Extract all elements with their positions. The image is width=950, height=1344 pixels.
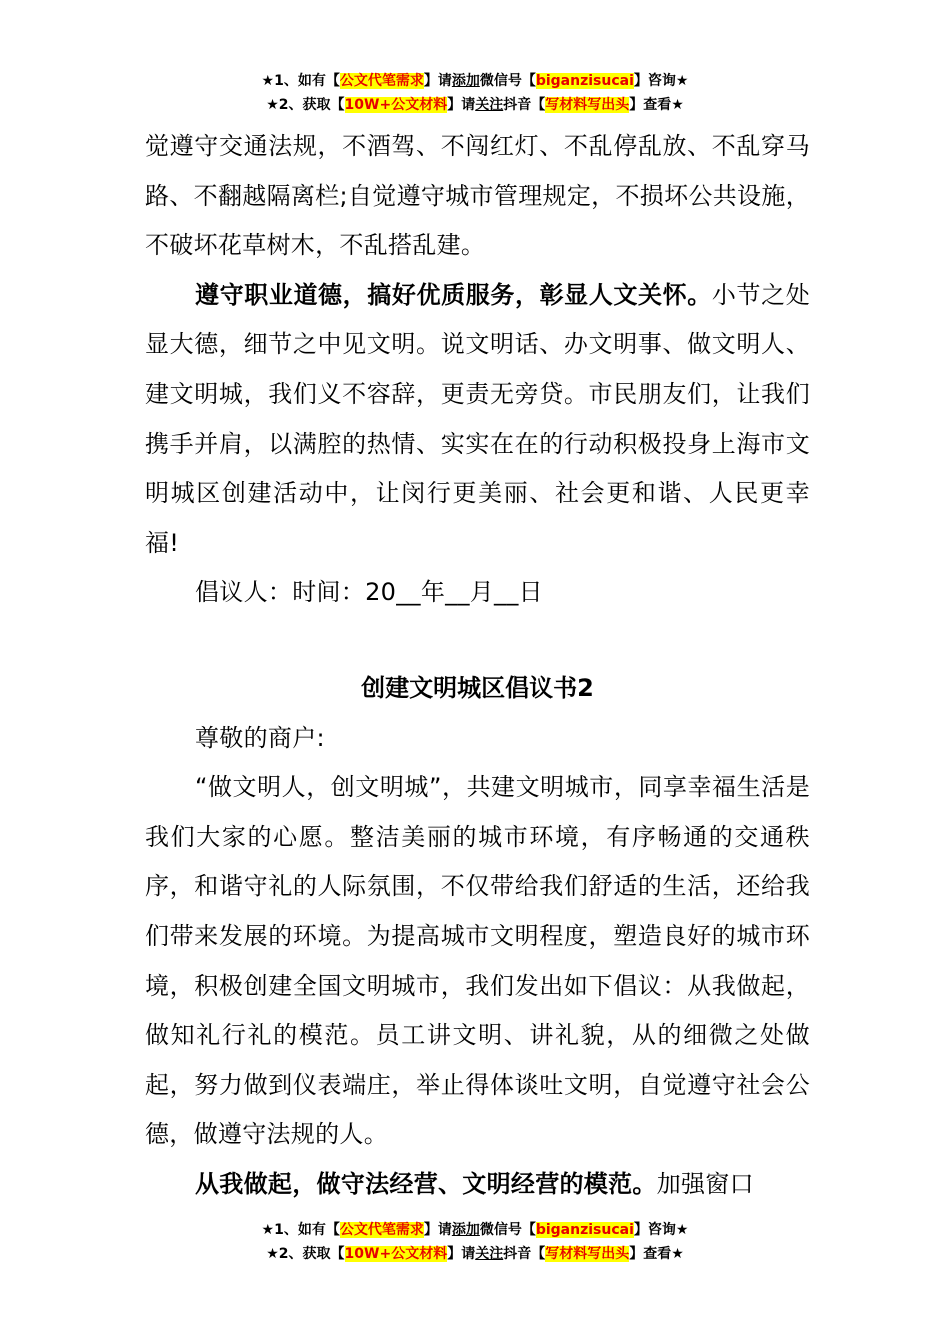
star-icon: ★ — [261, 1222, 275, 1238]
underline-add: 添加 — [451, 73, 480, 89]
highlight-materials: 10W+公文材料 — [344, 1246, 448, 1262]
header-banner — [0, 69, 950, 117]
star-icon: ★ — [266, 1246, 279, 1262]
paragraph-professional-ethics: 遵守职业道德，搞好优质服务，彰显人文关怀。小节之处显大德，细节之中见文明。说文明话、办文明事、做文明人、建文明城，我们义不容辞，更责无旁贷。市民朋友们，让我们携手并肩，以满腔的热情、实实在在的行动积极投身上海市文明城区创建活动中，让闵行更美丽、社会更和谐、人民更幸福! — [145, 280, 810, 557]
highlight-service: 公文代笔需求 — [339, 73, 424, 89]
banner-line-2: ★2、获取【10W+公文材料】请关注抖音【写材料写出头】查看★ — [266, 97, 684, 113]
document-body — [145, 122, 810, 1209]
highlight-wechat-id: biganzisucai — [535, 73, 634, 89]
document-title: 创建文明城区倡议书2 — [361, 673, 594, 702]
highlight-douyin: 写材料写出头 — [545, 1246, 630, 1262]
salutation: 尊敬的商户: — [195, 723, 325, 752]
highlight-wechat-id: biganzisucai — [535, 1222, 634, 1238]
paragraph-traffic-rules: 觉遵守交通法规，不酒驾、不闯红灯、不乱停乱放、不乱穿马路、不翻越隔离栏;自觉遵守城市管理规定，不损坏公共设施，不破坏花草树木，不乱搭乱建。 — [145, 132, 810, 260]
paragraph-proposal: “做文明人，创文明城”，共建文明城市，同享幸福生活是我们大家的心愿。整洁美丽的城市环境，有序畅通的交通秩序，和谐守礼的人际氛围，不仅带给我们舒适的生活，还给我们带来发展的环境。为提高城市文明程度，塑造良好的城市环境，积极创建全国文明城市，我们发出如下倡议：从我做起，做知礼行礼的模范。员工讲文明、讲礼貌，从的细微之处做起，努力做到仪表端庄，举止得体谈吐文明，自觉遵守社会公德，做遵守法规的人。 — [145, 773, 810, 1149]
star-icon: ★ — [261, 73, 275, 89]
banner-line-1: ★1、如有【公文代笔需求】请添加微信号【biganzisucai】咨询★ — [261, 1222, 689, 1238]
highlight-douyin: 写材料写出头 — [545, 97, 630, 113]
star-icon: ★ — [266, 97, 279, 113]
underline-follow: 关注 — [475, 97, 504, 113]
banner-line-1: ★1、如有【公文代笔需求】请添加微信号【biganzisucai】咨询★ — [261, 73, 689, 89]
paragraph-lawful-business: 从我做起，做守法经营、文明经营的模范。加强窗口 — [195, 1169, 754, 1198]
paragraph-lead-bold: 遵守职业道德，搞好优质服务，彰显人文关怀。 — [195, 280, 712, 309]
underline-add: 添加 — [451, 1222, 480, 1238]
footer-banner — [0, 1218, 950, 1266]
banner-line-2: ★2、获取【10W+公文材料】请关注抖音【写材料写出头】查看★ — [266, 1246, 684, 1262]
signature-line: 倡议人：时间：20__年__月__日 — [195, 578, 543, 607]
highlight-service: 公文代笔需求 — [339, 1222, 424, 1238]
highlight-materials: 10W+公文材料 — [344, 97, 448, 113]
paragraph-lead-bold: 从我做起，做守法经营、文明经营的模范。 — [195, 1169, 657, 1198]
underline-follow: 关注 — [475, 1246, 504, 1262]
